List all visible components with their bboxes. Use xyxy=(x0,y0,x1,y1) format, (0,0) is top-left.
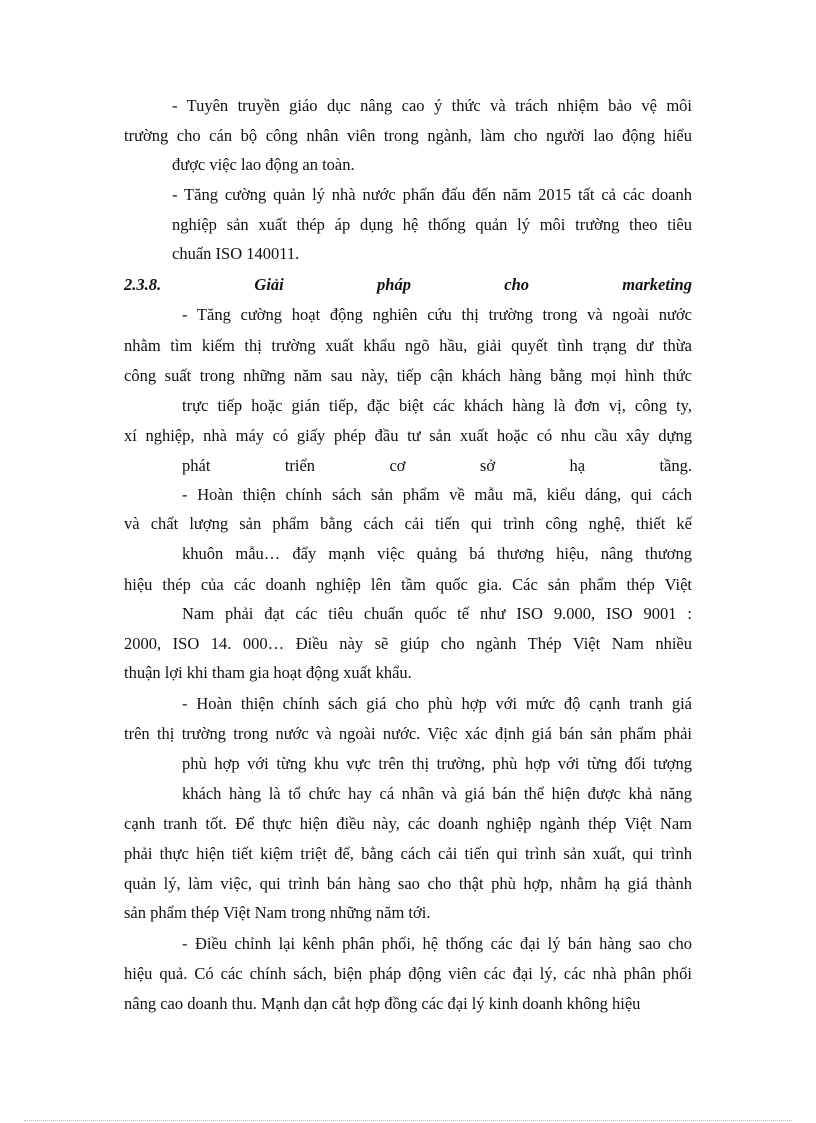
page-bottom-rule xyxy=(24,1120,792,1121)
text-line: khách hàng là tổ chức hay cá nhân và giá bán thể hiện được khả năng xyxy=(182,784,692,803)
text-line: cạnh tranh tốt. Để thực hiện điều này, các doanh nghiệp ngành thép Việt Nam xyxy=(124,814,692,833)
text-line: nghiệp sản xuất thép áp dụng hệ thống quản lý môi trường theo tiêu xyxy=(172,215,692,234)
text-line: quản lý, làm việc, qui trình bán hàng sao cho thật phù hợp, nhằm hạ giá thành xyxy=(124,874,692,893)
text-line: thuận lợi khi tham gia hoạt động xuất khẩu. xyxy=(124,663,412,682)
text-line: - Tăng cường hoạt động nghiên cứu thị trường trong và ngoài nước xyxy=(182,305,692,324)
text-line: trên thị trường trong nước và ngoài nước. Việc xác định giá bán sản phẩm phải xyxy=(124,724,692,743)
text-line: trường cho cán bộ công nhân viên trong ngành, làm cho người lao động hiểu xyxy=(124,126,692,145)
text-line: - Tuyên truyền giáo dục nâng cao ý thức và trách nhiệm bảo vệ môi xyxy=(172,96,692,115)
heading-number: 2.3.8. xyxy=(124,275,162,294)
text-line: phát triển cơ sở hạ tầng. xyxy=(182,456,692,475)
text-line: - Hoàn thiện chính sách sản phẩm về mẫu mã, kiểu dáng, qui cách xyxy=(182,485,692,504)
text-line: trực tiếp hoặc gián tiếp, đặc biệt các khách hàng là đơn vị, công ty, xyxy=(182,396,692,415)
heading-word: cho xyxy=(504,275,529,294)
text-line: được việc lao động an toàn. xyxy=(172,155,355,174)
text-line: nhằm tìm kiếm thị trường xuất khẩu ngõ hầu, giải quyết tình trạng dư thừa xyxy=(124,336,692,355)
text-line: 2000, ISO 14. 000… Điều này sẽ giúp cho ngành Thép Việt Nam nhiều xyxy=(124,634,692,653)
section-heading xyxy=(124,275,692,295)
text-line: - Điều chỉnh lại kênh phân phối, hệ thống các đại lý bán hàng sao cho xyxy=(182,934,692,953)
text-line: phù hợp với từng khu vực trên thị trường, phù hợp với từng đối tượng xyxy=(182,754,692,773)
heading-word: pháp xyxy=(377,275,411,294)
text-line: công suất trong những năm sau này, tiếp cận khách hàng bằng mọi hình thức xyxy=(124,366,692,385)
text-line: phải thực hiện tiết kiệm triệt để, bằng cách cải tiến qui trình sản xuất, qui trình xyxy=(124,844,692,863)
text-line: nâng cao doanh thu. Mạnh dạn cắt hợp đồng các đại lý kinh doanh không hiệu xyxy=(124,994,641,1013)
text-line: xí nghiệp, nhà máy có giấy phép đầu tư sản xuất hoặc có nhu cầu xây dựng xyxy=(124,426,692,445)
text-line: khuôn mẫu… đẩy mạnh việc quảng bá thương hiệu, nâng thương xyxy=(182,544,692,563)
text-line: và chất lượng sản phẩm bằng cách cải tiến qui trình công nghệ, thiết kế xyxy=(124,514,692,533)
text-line: hiệu quả. Có các chính sách, biện pháp động viên các đại lý, các nhà phân phối xyxy=(124,964,692,983)
text-line: - Hoàn thiện chính sách giá cho phù hợp với mức độ cạnh tranh giá xyxy=(182,694,692,713)
text-line: sản phẩm thép Việt Nam trong những năm tới. xyxy=(124,903,431,922)
text-line: chuẩn ISO 140011. xyxy=(172,244,300,263)
text-line: hiệu thép của các doanh nghiệp lên tầm quốc gia. Các sản phẩm thép Việt xyxy=(124,575,692,594)
heading-word: marketing xyxy=(622,275,692,294)
heading-word: Giải xyxy=(254,275,284,294)
text-line: Nam phải đạt các tiêu chuẩn quốc tế như ISO 9.000, ISO 9001 : xyxy=(182,604,692,623)
text-line: - Tăng cường quản lý nhà nước phấn đấu đến năm 2015 tất cả các doanh xyxy=(172,185,692,204)
